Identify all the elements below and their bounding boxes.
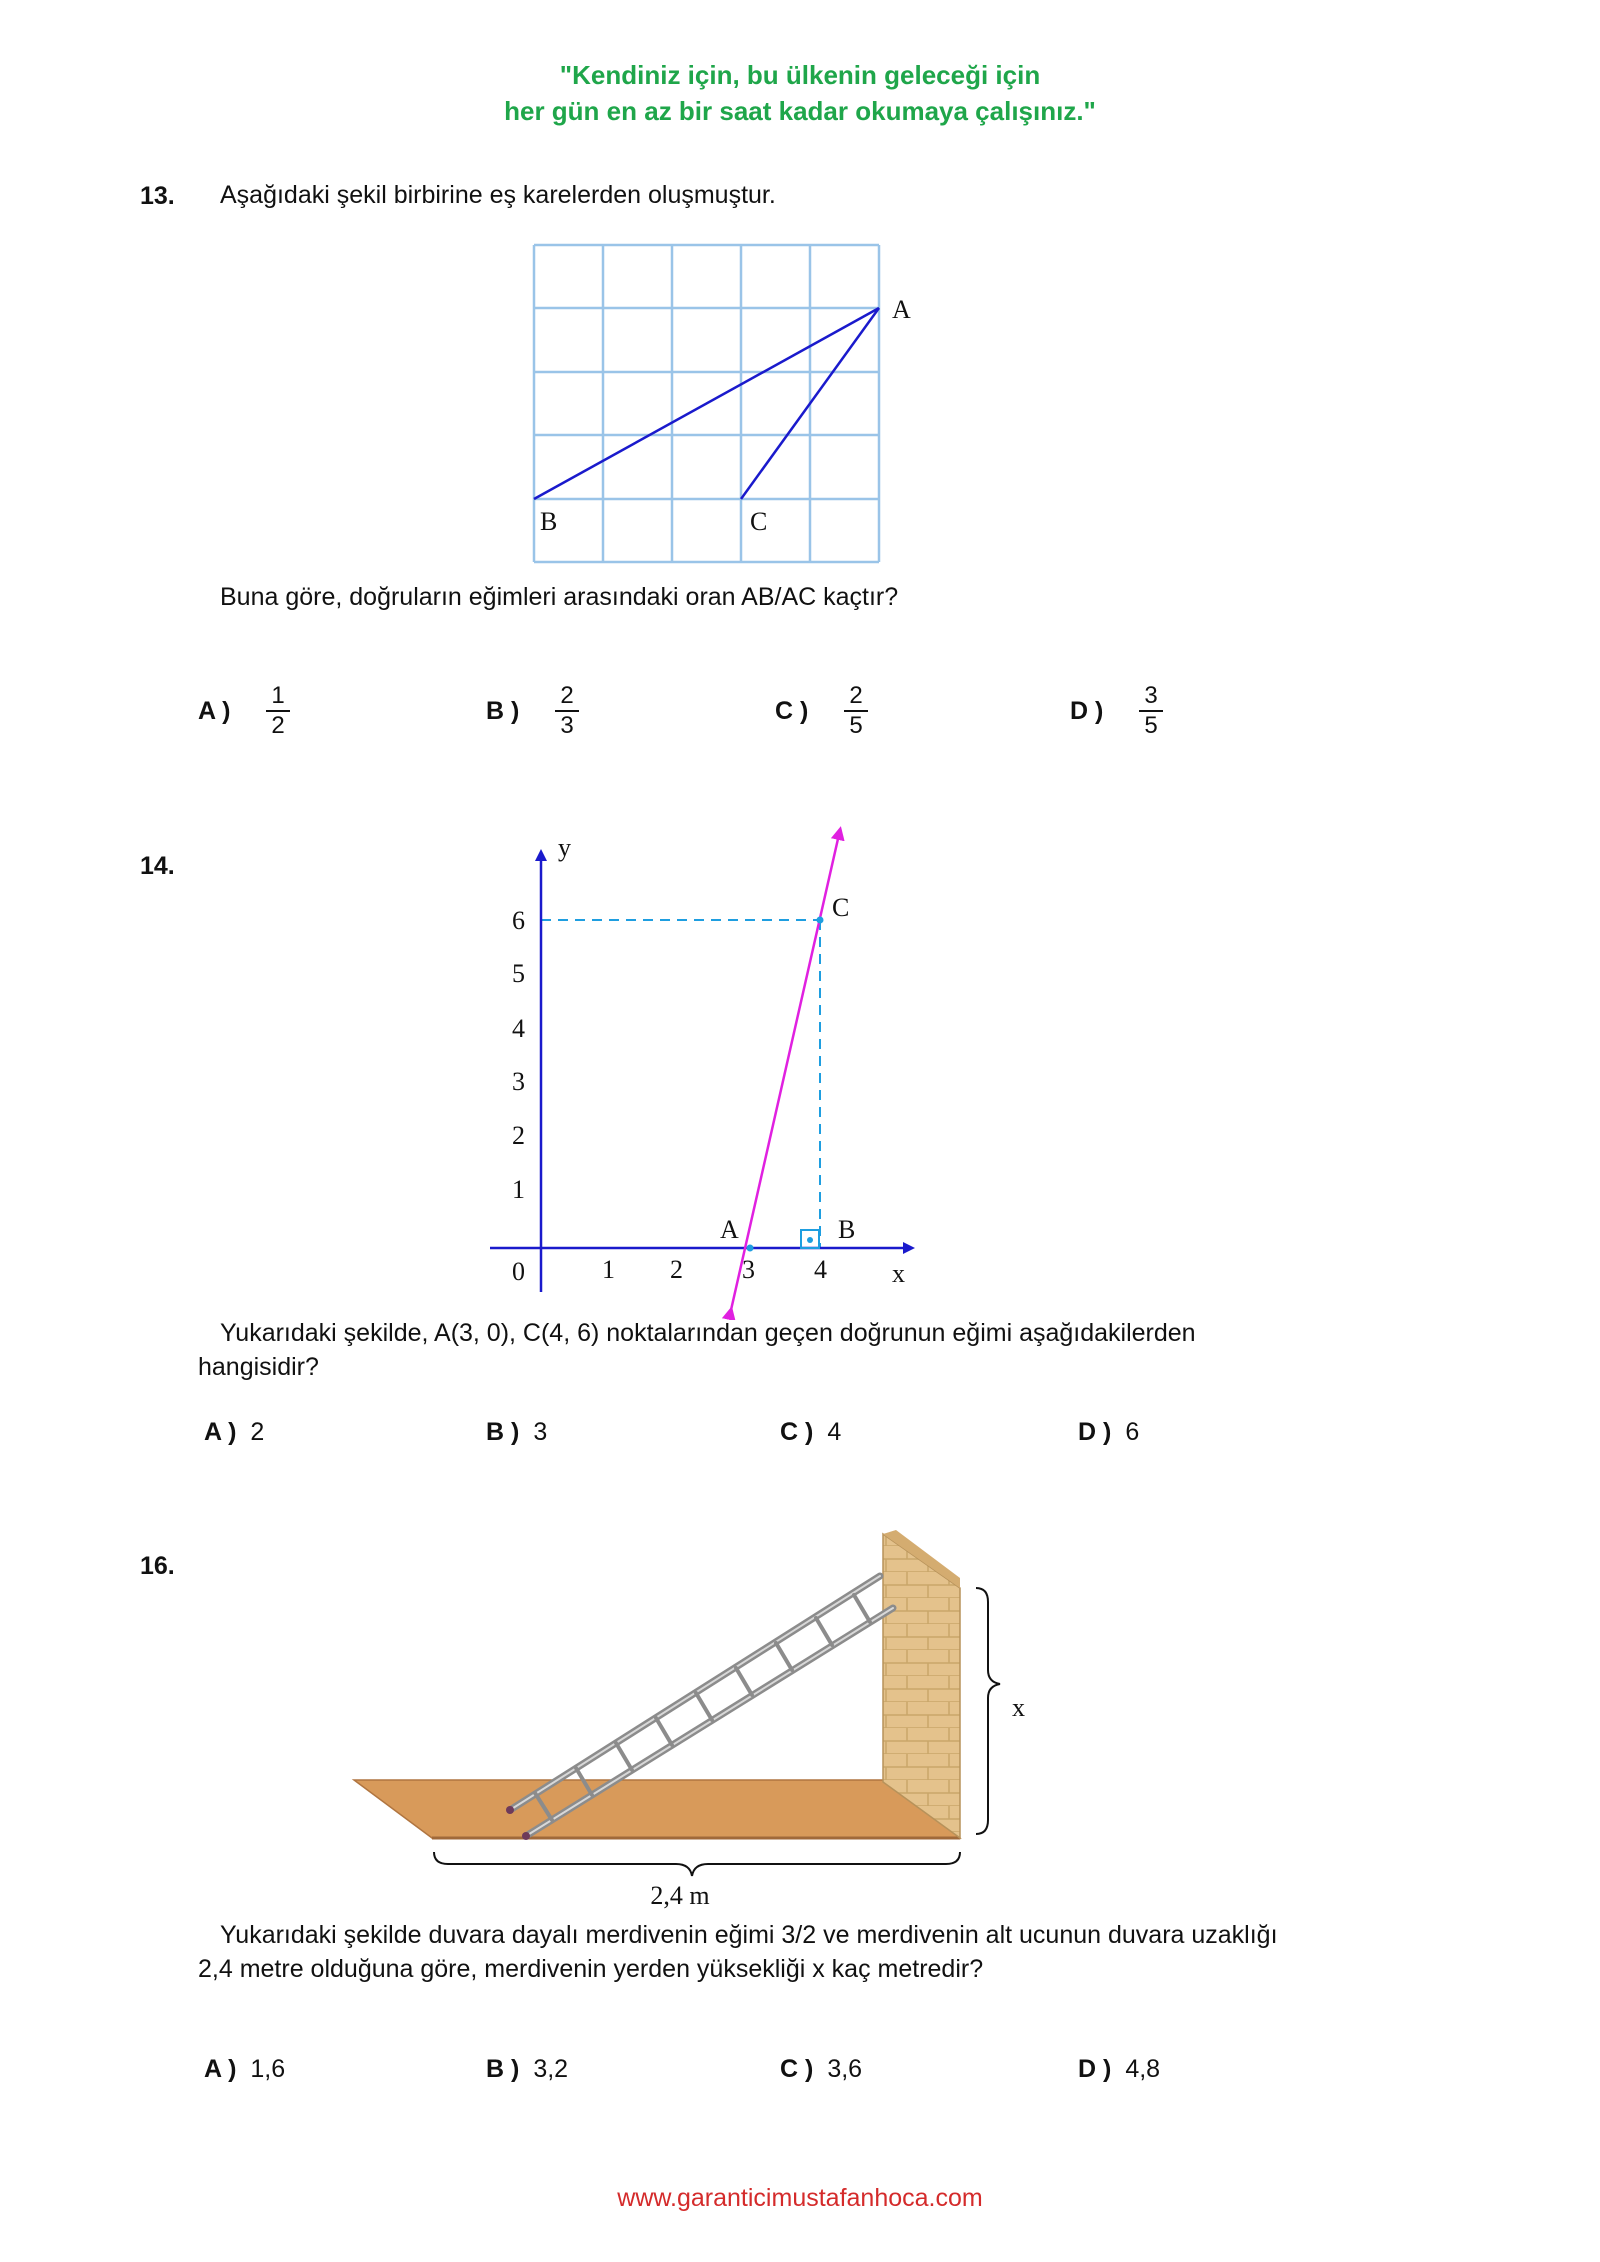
q16-option-b[interactable] [486, 2055, 568, 2084]
denominator: 5 [1144, 712, 1158, 739]
question-14-text-line-2: hangisidir? [198, 1353, 319, 1381]
x-tick-3: 3 [742, 1255, 755, 1284]
question-13-number: 13. [140, 182, 175, 210]
base-brace [434, 1852, 960, 1876]
numerator: 2 [844, 682, 867, 712]
option-label: B ) [486, 696, 520, 725]
question-14-number: 14. [140, 852, 175, 880]
option-value: 3 [533, 1418, 548, 1446]
y-tick-6: 6 [512, 906, 525, 935]
option-value: 3,2 [533, 2055, 569, 2083]
point-c-label: C [750, 507, 768, 536]
option-label: B ) [486, 1418, 520, 1446]
x-tick-4: 4 [814, 1255, 827, 1284]
denominator: 2 [271, 712, 285, 739]
y-axis-label: y [558, 833, 571, 862]
option-value: 4,8 [1125, 2055, 1161, 2083]
question-14-coordinate-figure [470, 820, 950, 1320]
question-13-grid-figure [520, 240, 940, 570]
question-13-text: Buna göre, doğruların eğimleri arasındaki oran AB/AC kaçtır? [220, 583, 899, 611]
option-label: A ) [198, 696, 231, 725]
right-angle-dot [807, 1237, 813, 1243]
question-16-ladder-figure [340, 1520, 1060, 1920]
y-tick-4: 4 [512, 1014, 525, 1043]
numerator: 1 [266, 682, 289, 712]
option-label: D ) [1070, 696, 1104, 725]
question-14-text-line-1: Yukarıdaki şekilde, A(3, 0), C(4, 6) noktalarından geçen doğrunun eğimi aşağıdakilerden [220, 1319, 1196, 1347]
denominator: 5 [849, 712, 863, 739]
option-label: A ) [204, 1418, 237, 1446]
q16-option-c[interactable] [780, 2055, 862, 2084]
option-fraction [555, 682, 578, 740]
option-label: C ) [780, 1418, 814, 1446]
point-c-label: C [832, 893, 850, 922]
numerator: 2 [555, 682, 578, 712]
q14-option-a[interactable] [204, 1418, 264, 1447]
denominator: 3 [560, 712, 574, 739]
q13-option-c[interactable] [775, 682, 868, 740]
question-16-text-line-2: 2,4 metre olduğuna göre, merdivenin yerden yüksekliği x kaç metredir? [198, 1955, 984, 1983]
option-label: C ) [775, 696, 809, 725]
q16-option-a[interactable] [204, 2055, 285, 2084]
q14-option-b[interactable] [486, 1418, 547, 1447]
option-value: 6 [1125, 1418, 1140, 1446]
line-ac [731, 830, 840, 1310]
point-a-label: A [892, 295, 911, 324]
x-tick-2: 2 [670, 1255, 683, 1284]
option-label: B ) [486, 2055, 520, 2083]
q14-option-c[interactable] [780, 1418, 841, 1447]
height-brace [976, 1588, 1000, 1834]
x-tick-1: 1 [602, 1255, 615, 1284]
question-16-number: 16. [140, 1552, 175, 1580]
numerator: 3 [1139, 682, 1162, 712]
option-value: 3,6 [827, 2055, 863, 2083]
x-axis-label: x [892, 1259, 905, 1288]
point-b-label: B [540, 507, 558, 536]
q14-option-d[interactable] [1078, 1418, 1139, 1447]
option-value: 1,6 [250, 2055, 286, 2083]
option-fraction [266, 682, 289, 740]
motto-line-2: her gün en az bir saat kadar okumaya çalışınız." [504, 96, 1096, 126]
question-13-intro: Aşağıdaki şekil birbirine eş karelerden oluşmuştur. [220, 181, 776, 209]
question-16-text-line-1: Yukarıdaki şekilde duvara dayalı merdivenin eğimi 3/2 ve merdivenin alt ucunun duvara uzaklığı [220, 1921, 1278, 1949]
origin-label: 0 [512, 1257, 525, 1286]
point-c [817, 917, 824, 924]
point-a-label: A [720, 1215, 739, 1244]
option-fraction [844, 682, 867, 740]
point-b-label: B [838, 1215, 856, 1244]
y-tick-3: 3 [512, 1067, 525, 1096]
option-value: 4 [827, 1418, 842, 1446]
q13-option-a[interactable] [198, 682, 290, 740]
point-a [747, 1245, 754, 1252]
motto-line-1: "Kendiniz için, bu ülkenin geleceği için [559, 60, 1041, 90]
option-label: D ) [1078, 1418, 1112, 1446]
floor [354, 1780, 960, 1838]
option-fraction [1139, 682, 1162, 740]
y-tick-2: 2 [512, 1121, 525, 1150]
option-value: 2 [250, 1418, 265, 1446]
segment-ab [534, 308, 879, 499]
footer-url[interactable]: www.garanticimustafanhoca.com [617, 2184, 983, 2212]
height-label: x [1012, 1693, 1025, 1722]
option-label: C ) [780, 2055, 814, 2083]
option-label: A ) [204, 2055, 237, 2083]
option-label: D ) [1078, 2055, 1112, 2083]
q13-option-d[interactable] [1070, 682, 1163, 740]
q16-option-d[interactable] [1078, 2055, 1160, 2084]
y-tick-5: 5 [512, 959, 525, 988]
y-tick-1: 1 [512, 1175, 525, 1204]
base-label: 2,4 m [650, 1881, 710, 1910]
q13-option-b[interactable] [486, 682, 579, 740]
